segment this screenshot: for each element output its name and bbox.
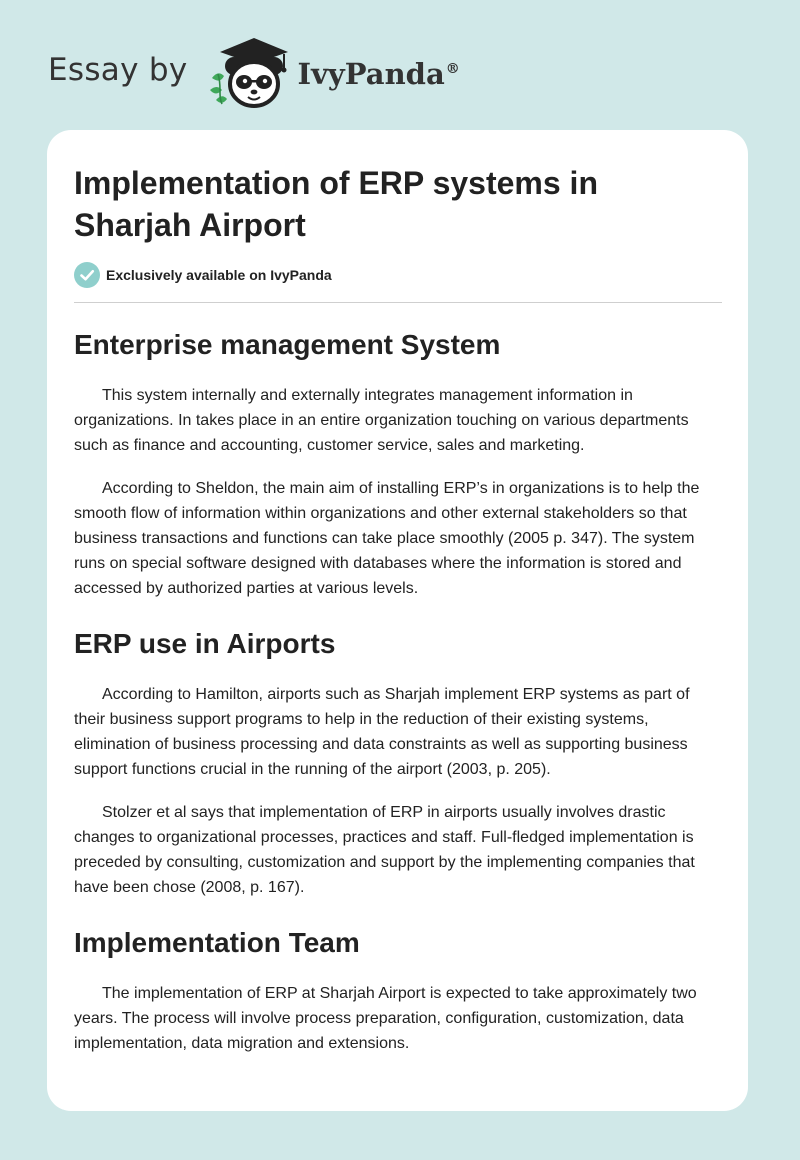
paragraph: According to Hamilton, airports such as Sharjah implement ERP systems as part of their business support programs to help in the reduction of their existing systems, elimination of business processing and data constraints as well as supporting business support functions crucial in the running of the airport (2003, p. 205). xyxy=(74,686,690,778)
site-brand[interactable] xyxy=(48,34,460,110)
section-implementation-team xyxy=(74,917,724,1056)
brand-prefix: Essay by xyxy=(48,52,188,88)
exclusive-badge xyxy=(74,262,332,288)
registered-mark: ® xyxy=(445,61,460,78)
section-heading: ERP use in Airports xyxy=(74,628,336,659)
paragraph: This system internally and externally integrates management information in organizations. In takes place in an entire organization touching on various departments such as finance and accounting, customer service, sales and marketing. xyxy=(74,387,689,454)
section-heading: Enterprise management System xyxy=(74,329,501,360)
paragraph: Stolzer et al says that implementation of ERP in airports usually involves drastic changes to organizational processes, practices and staff. Full-fledged implementation is preceded by consulting, customization and support by the implementing companies that have been chose (2008, p. 167). xyxy=(74,804,695,896)
brand-name-text: IvyPanda xyxy=(297,57,445,91)
section-heading: Implementation Team xyxy=(74,927,360,958)
brand-name xyxy=(298,57,460,91)
check-circle-icon xyxy=(74,262,100,288)
exclusive-label: Exclusively available on IvyPanda xyxy=(106,267,332,283)
essay-card xyxy=(47,130,748,1111)
title-divider xyxy=(74,302,722,303)
paragraph: According to Sheldon, the main aim of installing ERP’s in organizations is to help the smooth flow of information within organizations and other external stakeholders so that business transactions and functions can take place smoothly (2005 p. 347). The system runs on special software designed with databases where the information is stored and accessed by authorized parties at various levels. xyxy=(74,480,700,597)
page-title: Implementation of ERP systems in Sharjah Airport xyxy=(74,165,598,243)
panda-graduate-icon xyxy=(204,34,296,110)
paragraph: The implementation of ERP at Sharjah Airport is expected to take approximately two years. The process will involve process preparation, configuration, customization, data implementation, data migration and extensions. xyxy=(74,985,697,1052)
section-enterprise-management xyxy=(74,319,724,601)
essay-body xyxy=(74,319,724,1056)
section-erp-airports xyxy=(74,618,724,900)
